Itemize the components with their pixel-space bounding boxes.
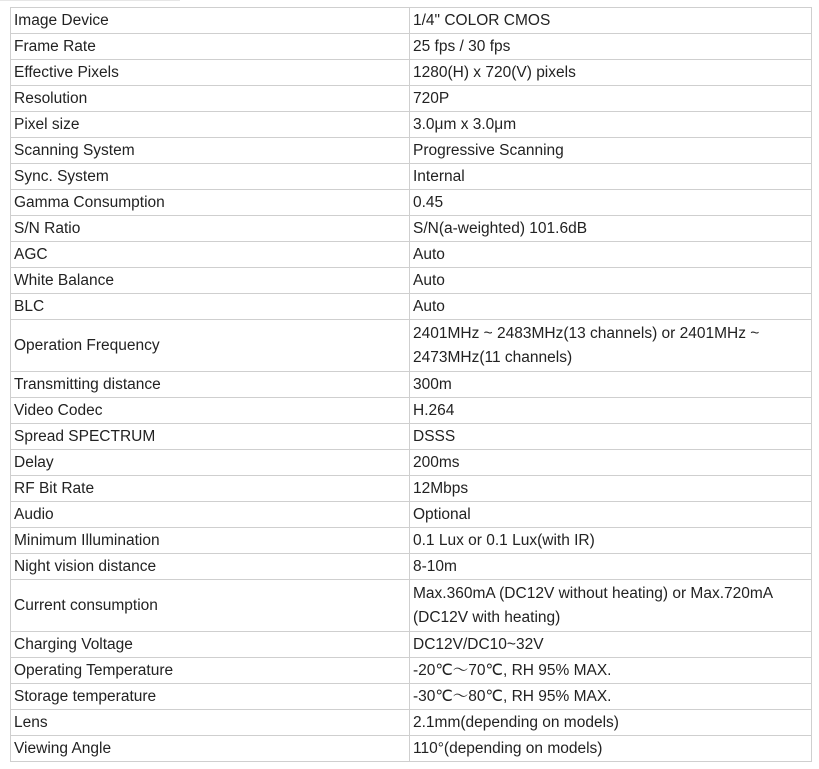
spec-label: Viewing Angle [11,736,410,762]
spec-value: 110°(depending on models) [410,736,812,762]
spec-label: Video Codec [11,398,410,424]
table-row [11,476,812,502]
spec-value: 1280(H) x 720(V) pixels [410,60,812,86]
spec-value: Auto [410,268,812,294]
spec-value: Progressive Scanning [410,138,812,164]
table-row [11,502,812,528]
spec-value: 2.1mm(depending on models) [410,710,812,736]
spec-label: Current consumption [11,580,410,632]
spec-label: Lens [11,710,410,736]
table-row [11,320,812,372]
spec-value: 3.0μm x 3.0μm [410,112,812,138]
table-row [11,138,812,164]
table-row [11,658,812,684]
spec-label: White Balance [11,268,410,294]
table-row [11,736,812,762]
table-row [11,580,812,632]
table-row [11,398,812,424]
spec-value: 2401MHz ~ 2483MHz(13 channels) or 2401MHz ~ 2473MHz(11 channels) [410,320,812,372]
table-row [11,34,812,60]
specifications-table [10,7,812,762]
table-row [11,710,812,736]
table-row [11,450,812,476]
spec-value: Optional [410,502,812,528]
spec-label: Delay [11,450,410,476]
spec-value: Internal [410,164,812,190]
spec-label: Frame Rate [11,34,410,60]
table-row [11,424,812,450]
table-row [11,268,812,294]
spec-value: -30℃～80℃, RH 95% MAX. [410,684,812,710]
spec-label: Charging Voltage [11,632,410,658]
table-row [11,242,812,268]
spec-label: Effective Pixels [11,60,410,86]
table-row [11,294,812,320]
spec-value: S/N(a-weighted) 101.6dB [410,216,812,242]
spec-label: Pixel size [11,112,410,138]
spec-label: Spread SPECTRUM [11,424,410,450]
table-row [11,632,812,658]
table-row [11,216,812,242]
spec-label: Gamma Consumption [11,190,410,216]
spec-value: 0.1 Lux or 0.1 Lux(with IR) [410,528,812,554]
table-row [11,164,812,190]
table-row [11,554,812,580]
spec-value: -20℃～70℃, RH 95% MAX. [410,658,812,684]
spec-label: Resolution [11,86,410,112]
table-row [11,112,812,138]
spec-label: S/N Ratio [11,216,410,242]
spec-value: 0.45 [410,190,812,216]
spec-label: Audio [11,502,410,528]
spec-label: Night vision distance [11,554,410,580]
specifications-body [11,8,812,762]
spec-value: 25 fps / 30 fps [410,34,812,60]
table-row [11,60,812,86]
spec-value: 720P [410,86,812,112]
spec-label: BLC [11,294,410,320]
spec-value: 12Mbps [410,476,812,502]
spec-value: H.264 [410,398,812,424]
spec-label: AGC [11,242,410,268]
spec-value: Max.360mA (DC12V without heating) or Max.720mA (DC12V with heating) [410,580,812,632]
spec-value: Auto [410,242,812,268]
spec-value: DSSS [410,424,812,450]
spec-value: 300m [410,372,812,398]
spec-value: DC12V/DC10~32V [410,632,812,658]
table-row [11,8,812,34]
spec-label: Storage temperature [11,684,410,710]
spec-label: Operation Frequency [11,320,410,372]
table-row [11,190,812,216]
spec-label: Minimum Illumination [11,528,410,554]
spec-label: RF Bit Rate [11,476,410,502]
spec-value: Auto [410,294,812,320]
spec-label: Image Device [11,8,410,34]
table-row [11,86,812,112]
spec-label: Operating Temperature [11,658,410,684]
spec-label: Transmitting distance [11,372,410,398]
spec-value: 1/4" COLOR CMOS [410,8,812,34]
top-divider [0,0,180,1]
spec-label: Scanning System [11,138,410,164]
spec-value: 8-10m [410,554,812,580]
table-row [11,372,812,398]
table-row [11,684,812,710]
spec-value: 200ms [410,450,812,476]
spec-label: Sync. System [11,164,410,190]
table-row [11,528,812,554]
